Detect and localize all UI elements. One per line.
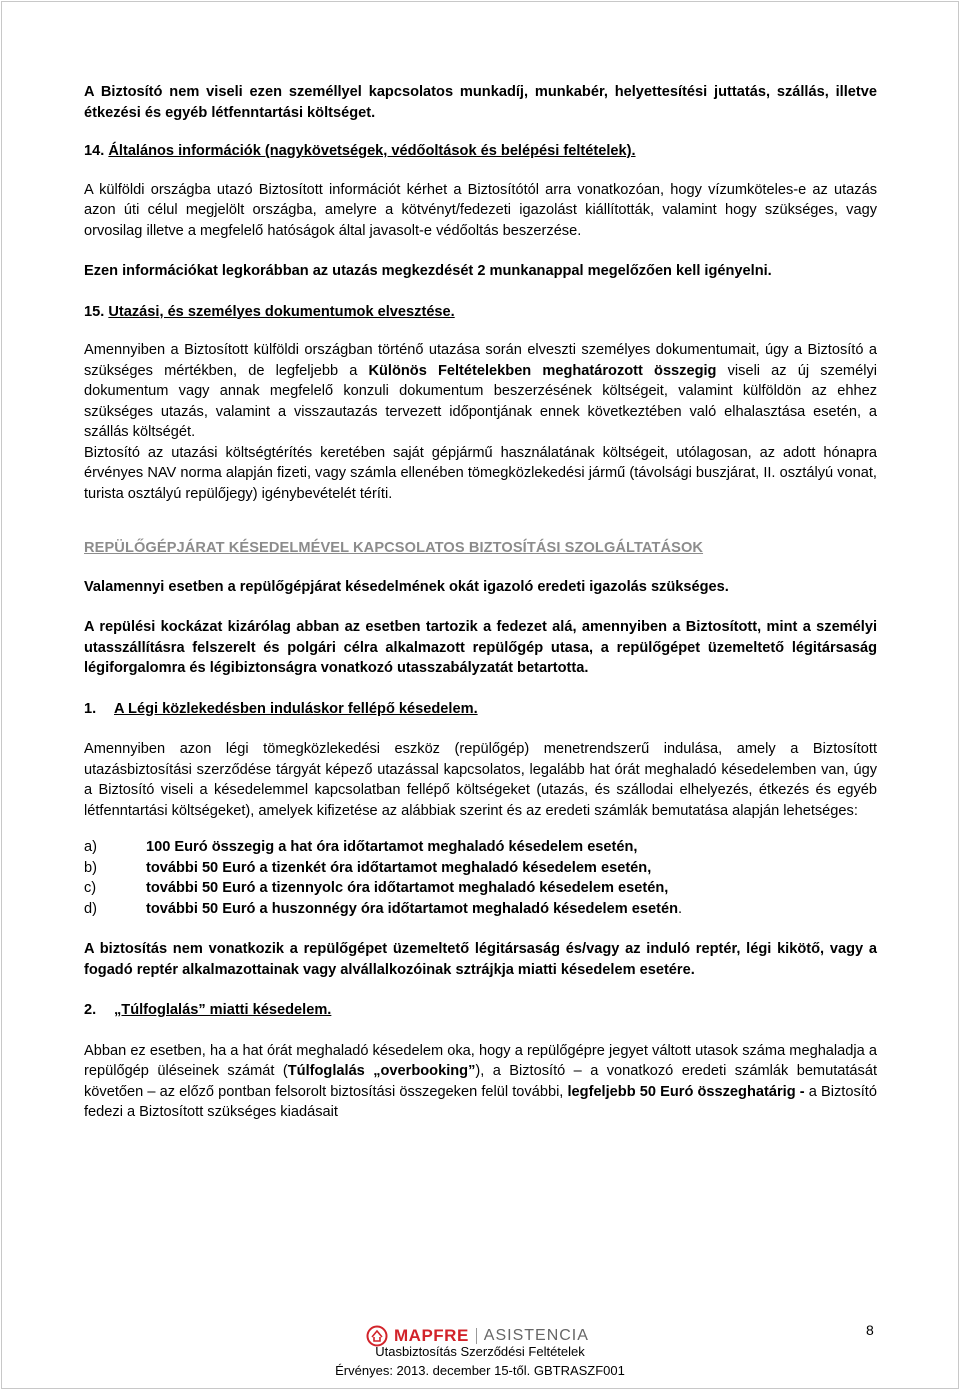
flight-delay-section-title: REPÜLŐGÉPJÁRAT KÉSEDELMÉVEL KAPCSOLATOS BIZTOSÍTÁSI SZOLGÁLTATÁSOK bbox=[84, 540, 704, 556]
section-14-number: 14. bbox=[84, 143, 105, 159]
section-15-heading bbox=[84, 302, 877, 323]
section-15-text-a: Amennyiben a Biztosított külföldi országban történő utazása során elveszti személyes dokumentumait, úgy a Biztosító a szükséges mértékben, de legfeljebb a bbox=[84, 342, 877, 379]
bold-paragraph-1: Valamennyi esetben a repülőgépjárat késedelmének okát igazoló eredeti igazolás szükséges. bbox=[84, 578, 729, 595]
section-2-text-c: ), a Biztosító – a vonatkozó eredeti számlák bemutatását követően – az előző pontban felsorolt biztosítási összegeken felül további, bbox=[84, 1063, 878, 1100]
list-text: további 50 Euró a tizennyolc óra időtartamot meghaladó késedelem esetén, bbox=[146, 880, 669, 896]
list-text: további 50 Euró a tizenkét óra időtartamot meghaladó késedelem esetén, bbox=[146, 859, 652, 876]
list-item bbox=[84, 899, 877, 920]
section-2-text-bold-1: Túlfoglalás „overbooking” bbox=[287, 1063, 476, 1079]
bold-paragraph-2: A repülési kockázat kizárólag abban az esetben tartozik a fedezet alá, amennyiben a Biztosított, mint a személyi utasszállításra felszerelt és polgári célra alkalmazott repülőgép utasa, a repülőgépet üzemeltető légitársaság légiforgalomra és légibiztonságra vonatkozó utasszabályzatát betartotta. bbox=[84, 619, 877, 676]
section-15-paragraph-2: Biztosító az utazási költségtérítés keretében saját gépjármű használatának költségeit, utólagosan, az adott hónapra érvényes NAV norma alapján fizeti, vagy számla ellenében tömegközlekedési jármű (távolsági buszjárat, II. osztályú vonat, turista osztályú repülőjegy) igénybevételét téríti. bbox=[84, 444, 877, 502]
list-marker: b) bbox=[84, 859, 97, 876]
section-1-paragraph-2: A biztosítás nem vonatkozik a repülőgépet üzemeltető légitársaság és/vagy az induló reptér, légi kikötő, vagy a fogadó reptér alkalmazottainak vagy alvállalkozóinak sztrájkja miatti késedelem esetére. bbox=[84, 941, 877, 978]
intro-paragraph: A Biztosító nem viseli ezen személlyel kapcsolatos munkadíj, munkabér, helyettesítési juttatás, szállás, illetve étkezési és egyéb létfenntartási költséget. bbox=[84, 84, 877, 121]
footer-title: Utasbiztosítás Szerződési Feltételek bbox=[375, 1344, 585, 1359]
list-text: 100 Euró összegig a hat óra időtartamot meghaladó késedelem esetén, bbox=[146, 839, 638, 855]
section-14-heading bbox=[84, 141, 877, 162]
section-2-number: 2. bbox=[84, 1002, 97, 1018]
section-15-number: 15. bbox=[84, 303, 105, 320]
section-2-text-e: a Biztosító fedezi a Biztosított szükséges kiadásait bbox=[84, 1083, 877, 1120]
list-text: további 50 Euró a huszonnégy óra időtartamot meghaladó késedelem esetén bbox=[146, 900, 679, 917]
logo-asistencia-text: ASISTENCIA bbox=[483, 1327, 589, 1344]
list-text-tail: . bbox=[678, 900, 683, 917]
section-2-heading bbox=[84, 1000, 877, 1021]
section-1-number: 1. bbox=[84, 700, 97, 717]
list-item bbox=[84, 837, 877, 858]
section-15-title: Utazási, és személyes dokumentumok elvesztése. bbox=[108, 303, 455, 320]
section-14-paragraph-1: A külföldi országba utazó Biztosított információt kérhet a Biztosítótól arra vonatkozóan, hogy vízumköteles-e az utazás azon úti célul megjelölt országba, amelyre a kötvényt/fedezeti igazolást kiállították, valamint hogy szükséges, vagy orvosilag illetve a megfelelő hatóságok által javasolt-e védőoltás beszerzése. bbox=[84, 181, 877, 239]
section-15-text-bold: Különös Feltételekben meghatározott összegig bbox=[368, 362, 717, 379]
section-15-text-c: viseli az új személyi dokumentum vagy annak megfelelő konzuli dokumentum beszerzésének költségeit, valamint külföldön az ehhez szükséges utazás, valamint a visszautazás tervezett időpontjának ennek következtében való elhalasztása esetén, a szállás költségét. bbox=[84, 362, 877, 440]
logo-mapfre-text: MAPFRE bbox=[394, 1326, 469, 1345]
section-1-paragraph-1: Amennyiben azon légi tömegközlekedési eszköz (repülőgép) menetrendszerű indulása, amely a Biztosított utazásbiztosítási szerződése tárgyát képező utazással kapcsolatos, legalább hat órát meghaladó késedelemben van, úgy a Biztosító viseli a késedelemmel kapcsolatban fellépő költségeket (utazás, és szállodai elhelyezés, étkezés és egyéb létfenntartási költségeket), amelyek kifizetése az alábbiak szerint és az eredeti számlák bemutatása alapján lehetséges: bbox=[84, 741, 877, 819]
section-14-title: Általános információk (nagykövetségek, védőoltások és belépési feltételek). bbox=[108, 143, 636, 159]
list-marker: c) bbox=[84, 880, 97, 896]
footer-validity: Érvényes: 2013. december 15-től. GBTRASZF001 bbox=[335, 1363, 625, 1378]
section-1-title: A Légi közlekedésben induláskor fellépő késedelem. bbox=[114, 700, 478, 717]
document-body bbox=[84, 82, 877, 1123]
list-item bbox=[84, 878, 877, 899]
section-2-text-a: Abban ez esetben, ha a hat órát meghaladó késedelem oka, hogy a repülőgépre jegyet váltott utasok száma meghaladja a repülőgép üléseinek számát ( bbox=[84, 1042, 877, 1079]
logo-separator bbox=[476, 1328, 477, 1344]
section-1-heading bbox=[84, 699, 877, 720]
section-2-text-bold-2: legfeljebb 50 Euró összeghatárig - bbox=[567, 1083, 805, 1100]
list-item bbox=[84, 858, 877, 879]
section-14-paragraph-2: Ezen információkat legkorábban az utazás megkezdését 2 munkanappal megelőzően kell igényelni. bbox=[84, 263, 772, 279]
section-2-paragraph-1 bbox=[84, 1041, 877, 1123]
page-number: 8 bbox=[866, 1322, 874, 1338]
list-marker: a) bbox=[84, 839, 97, 855]
section-15-paragraph-1 bbox=[84, 340, 877, 443]
delay-compensation-list bbox=[84, 837, 877, 919]
list-marker: d) bbox=[84, 900, 97, 917]
section-2-title: „Túlfoglalás” miatti késedelem. bbox=[114, 1002, 332, 1018]
